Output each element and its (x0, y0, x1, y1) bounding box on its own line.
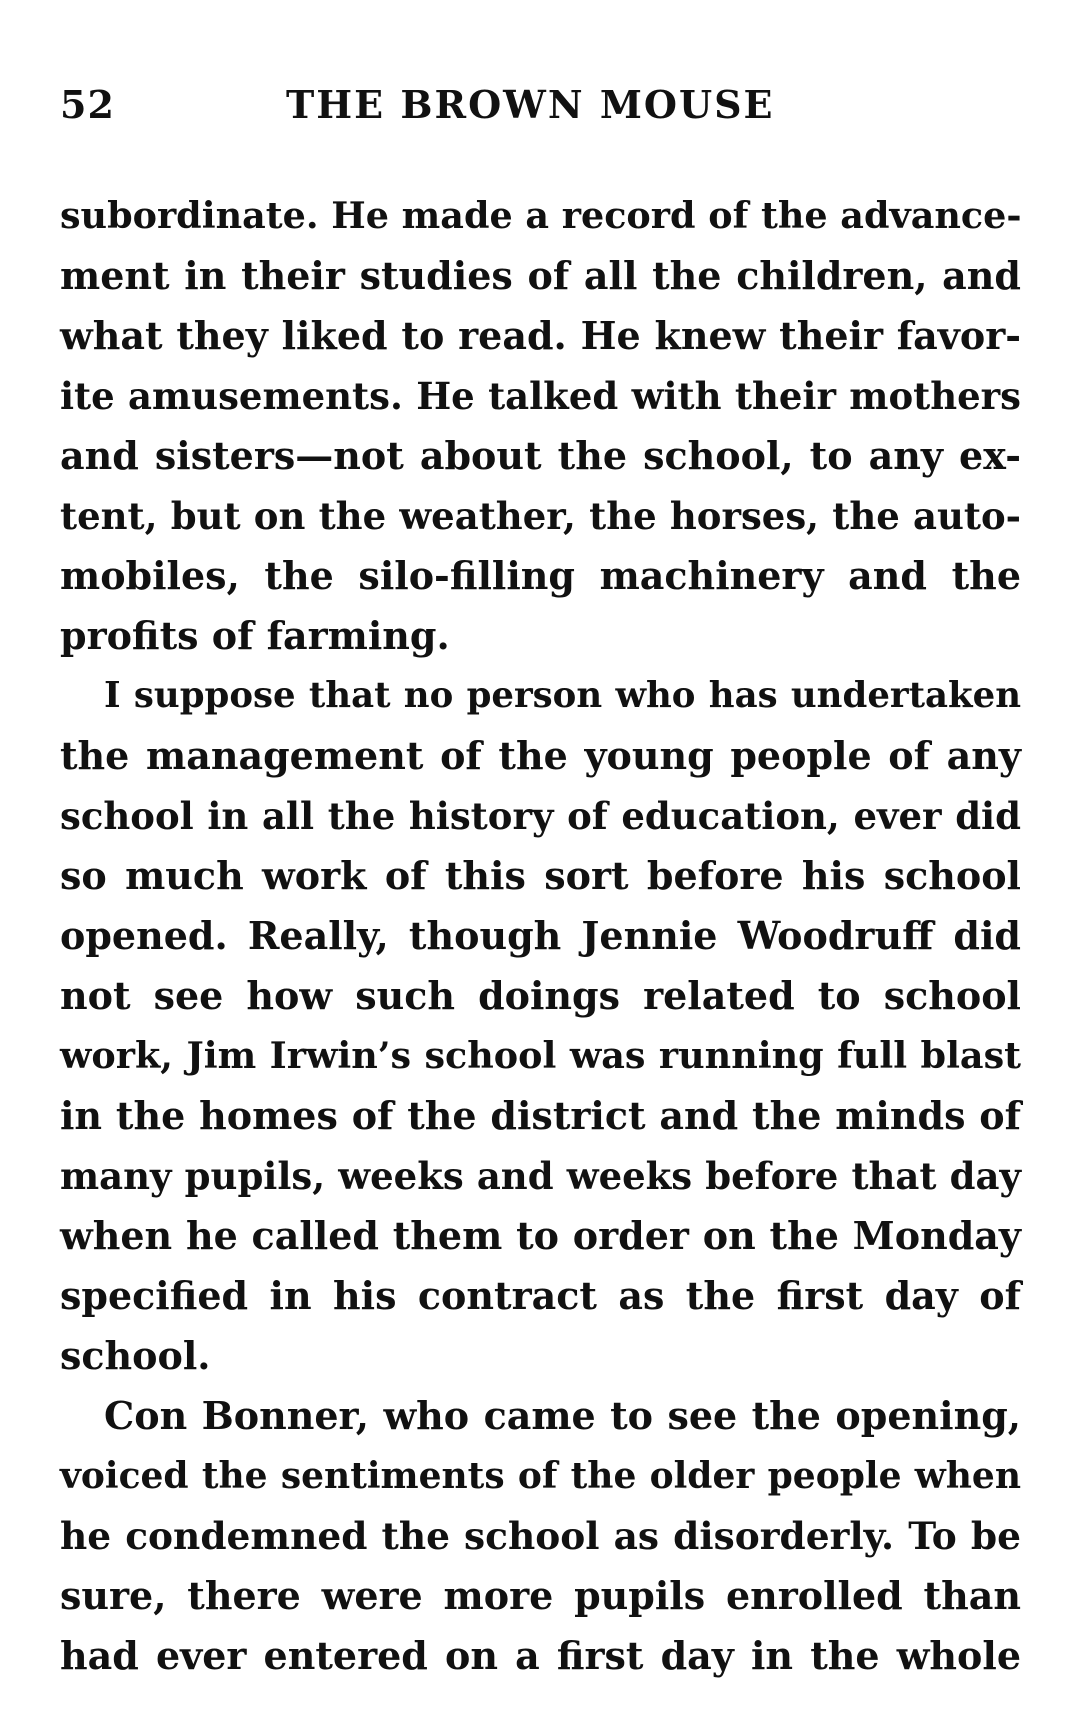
text-line: school in all the history of education, ever did (60, 794, 1021, 838)
text-line: in the homes of the district and the minds of (60, 1093, 1021, 1138)
text-line: voiced the sentiments of the older people when (60, 1455, 1021, 1497)
text-line: so much work of this sort before his school (60, 853, 1021, 898)
text-line: ment in their studies of all the children, and (60, 253, 1021, 298)
text-line: what they liked to read. He knew their favor- (60, 313, 1021, 358)
paragraph-end-line: school. (60, 1333, 211, 1378)
text-line: mobiles, the silo-filling machinery and the (60, 553, 1021, 598)
text-line: had ever entered on a first day in the whole (60, 1633, 1021, 1678)
text-line: specified in his contract as the first day of (60, 1273, 1021, 1318)
paragraph-first-line: Con Bonner, who came to see the opening, (104, 1393, 1021, 1438)
text-line: not see how such doings related to school (60, 973, 1021, 1018)
paragraph-first-line: I suppose that no person who has undertaken (104, 675, 1021, 716)
text-line: sure, there were more pupils enrolled than (60, 1573, 1021, 1618)
running-title: THE BROWN MOUSE (286, 82, 775, 127)
page-number: 52 (60, 82, 115, 127)
text-line: work, Jim Irwin’s school was running full blast (60, 1034, 1021, 1077)
text-line: many pupils, weeks and weeks before that day (60, 1154, 1021, 1198)
text-line: the management of the young people of any (60, 733, 1021, 778)
text-line: opened. Really, though Jennie Woodruff did (60, 913, 1021, 958)
text-line: and sisters—not about the school, to any ex- (60, 433, 1021, 478)
text-line: he condemned the school as disorderly. To be (60, 1514, 1021, 1558)
paragraph-end-line: profits of farming. (60, 613, 450, 658)
text-line: tent, but on the weather, the horses, the auto- (60, 494, 1021, 538)
text-line: ite amusements. He talked with their mothers (60, 374, 1021, 418)
body-text (60, 186, 1021, 1686)
running-head (60, 82, 1021, 132)
text-line: when he called them to order on the Monday (60, 1213, 1021, 1258)
text-line: subordinate. He made a record of the advance- (60, 194, 1022, 237)
